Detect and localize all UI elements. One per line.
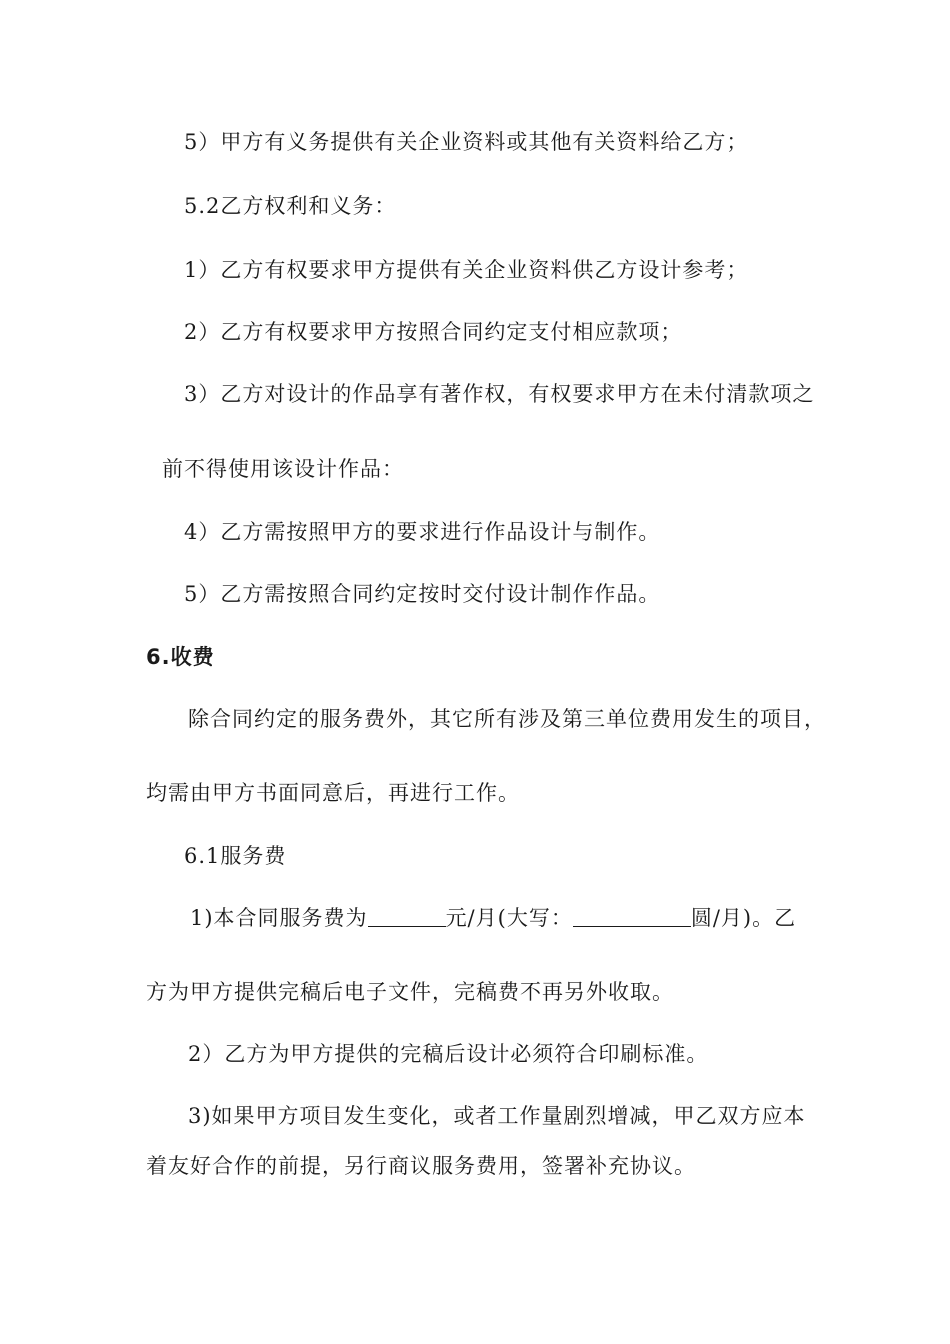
fee-item-1-suffix: 圆/月)。乙 <box>690 906 797 930</box>
party-b-item-1: 1）乙方有权要求甲方提供有关企业资料供乙方设计参考； <box>184 258 749 282</box>
fee-item-2: 2）乙方为甲方提供的完稿后设计必须符合印刷标准。 <box>188 1042 709 1066</box>
party-a-obligation-5: 5）甲方有义务提供有关企业资料或其他有关资料给乙方； <box>184 130 749 154</box>
party-b-item-5: 5）乙方需按照合同约定按时交付设计制作作品。 <box>184 582 661 606</box>
section-6-intro-line-2: 均需由甲方书面同意后，再进行工作。 <box>146 781 520 805</box>
fee-in-words-blank <box>573 906 691 927</box>
section-5-2-title: 5.2乙方权利和义务： <box>184 194 397 218</box>
fee-item-1-line-2: 方为甲方提供完稿后电子文件，完稿费不再另外收取。 <box>146 980 674 1004</box>
fee-item-1-line-1 <box>190 904 796 932</box>
fee-item-1-middle: 元/月(大写： <box>445 906 573 930</box>
section-6-intro-line-1: 除合同约定的服务费外，其它所有涉及第三单位费用发生的项目， <box>188 707 826 731</box>
party-b-item-4: 4）乙方需按照甲方的要求进行作品设计与制作。 <box>184 520 661 544</box>
fee-item-1-prefix: 1)本合同服务费为 <box>190 906 368 930</box>
monthly-fee-blank <box>368 906 446 927</box>
section-6-1-title: 6.1服务费 <box>184 844 287 868</box>
fee-item-3-line-2: 着友好合作的前提，另行商议服务费用，签署补充协议。 <box>146 1154 696 1178</box>
party-b-item-3-line-1: 3）乙方对设计的作品享有著作权，有权要求甲方在未付清款项之 <box>184 382 815 406</box>
party-b-item-2: 2）乙方有权要求甲方按照合同约定支付相应款项； <box>184 320 683 344</box>
fee-item-3-line-1: 3)如果甲方项目发生变化，或者工作量剧烈增减，甲乙双方应本 <box>188 1104 806 1128</box>
section-6-heading: 6.收费 <box>146 645 215 669</box>
party-b-item-3-line-2: 前不得使用该设计作品： <box>162 457 404 481</box>
